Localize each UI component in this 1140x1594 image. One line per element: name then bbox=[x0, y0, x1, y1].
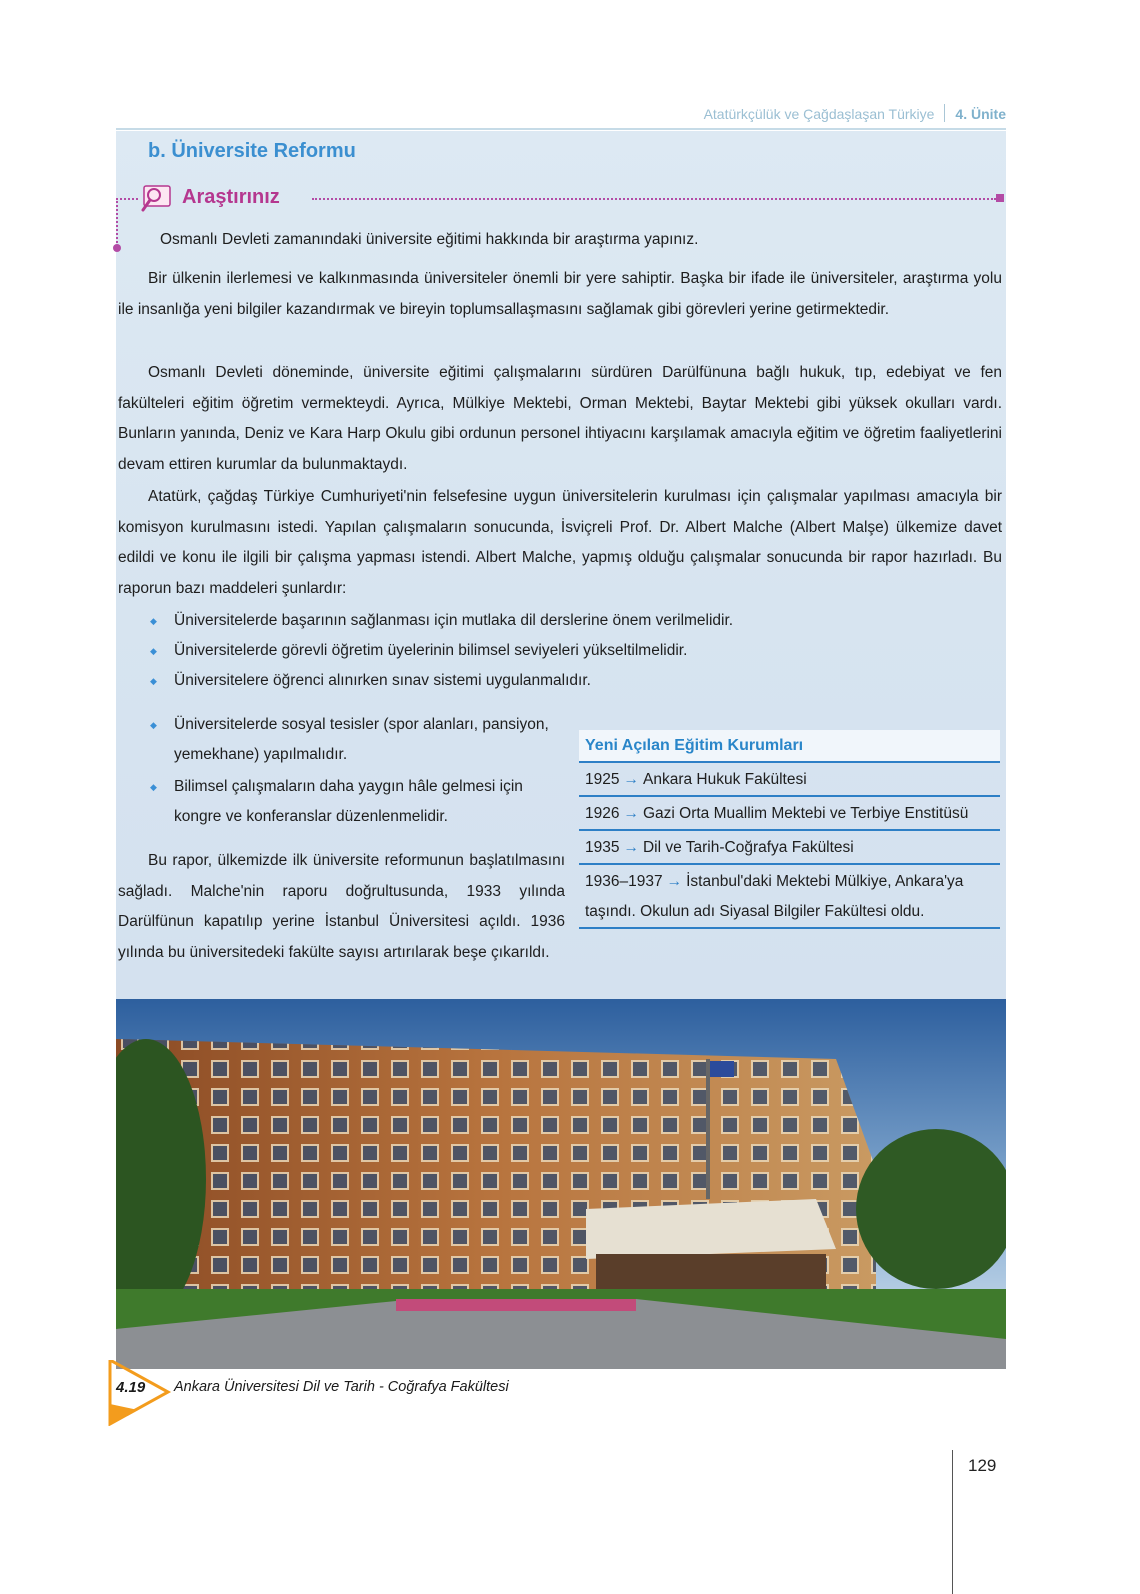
page-number: 129 bbox=[968, 1456, 997, 1475]
institution-row: 1935 → Dil ve Tarih-Coğrafya Fakültesi bbox=[579, 831, 1000, 865]
institution-row: 1926 → Gazi Orta Muallim Mektebi ve Terbiye Enstitüsü bbox=[579, 797, 1000, 831]
list-item: ◆ Üniversitelerde görevli öğretim üyelerinin bilimsel seviyeleri yükseltilmelidir. bbox=[148, 636, 733, 666]
magnifier-icon bbox=[138, 184, 174, 212]
institution-row: 1936–1937 → İstanbul'daki Mektebi Mülkiye, Ankara'ya taşındı. Okulun adı Siyasal Bilgiler Fakültesi oldu. bbox=[579, 865, 1000, 929]
report-items-list bbox=[148, 606, 733, 696]
header-separator bbox=[944, 104, 945, 122]
paragraph-1: Bir ülkenin ilerlemesi ve kalkınmasında üniversiteler önemli bir yere sahiptir. Başka bir ifade ile üniversiteler, araştırma yolu ile insanlığa yeni bilgiler kazandırmak ve bireyin toplumsallaşmasını sağlamak gibi görevleri yerine getirmektedir. bbox=[118, 270, 1002, 318]
figure-caption bbox=[108, 1360, 808, 1426]
research-question: Osmanlı Devleti zamanındaki üniversite eğitimi hakkında bir araştırma yapınız. bbox=[160, 231, 699, 248]
research-label: Araştırınız bbox=[182, 186, 280, 208]
arrow-right-icon: → bbox=[623, 839, 639, 856]
header-rule bbox=[116, 128, 1006, 130]
page-number-rule bbox=[952, 1450, 953, 1594]
book-title: Atatürkçülük ve Çağdaşlaşan Türkiye bbox=[703, 106, 935, 122]
arrow-right-icon: → bbox=[623, 771, 639, 788]
figure-caption-text: Ankara Üniversitesi Dil ve Tarih - Coğrafya Fakültesi bbox=[174, 1379, 509, 1395]
closing-paragraph: Bu rapor, ülkemizde ilk üniversite reformunun başlatılmasını sağladı. Malche'nin raporu doğrultusunda, 1933 yılında Darülfünun kapatılıp yerine İstanbul Üniversitesi açıldı. 1936 yılında bu üniversitedeki fakülte sayısı artırılarak beşe çıkarıldı. bbox=[118, 852, 565, 961]
list-item: ◆ Üniversitelerde sosyal tesisler (spor alanları, pansiyon, yemekhane) yapılmalıdır. bbox=[148, 710, 568, 770]
arrow-right-icon: → bbox=[623, 805, 639, 822]
running-header bbox=[704, 104, 1006, 122]
faculty-building-photo bbox=[116, 999, 1006, 1369]
box-title: Yeni Açılan Eğitim Kurumları bbox=[579, 730, 1000, 763]
list-item: ◆ Bilimsel çalışmaların daha yaygın hâle gelmesi için kongre ve konferanslar düzenlenmelidir. bbox=[148, 772, 568, 832]
research-end-marker bbox=[996, 194, 1004, 202]
research-box bbox=[116, 184, 1006, 214]
figure-number: 4.19 bbox=[116, 1379, 146, 1396]
paragraph-2: Osmanlı Devleti döneminde, üniversite eğitimi çalışmalarını sürdüren Darülfünuna bağlı hukuk, tıp, edebiyat ve fen fakülteleri eğitim öğretim vermekteydi. Ayrıca, Mülkiye Mektebi, Orman Mektebi, Baytar Mektebi gibi yüksek okulları vardı. Bunların yanında, Deniz ve Kara Harp Okulu gibi ordunun personel ihtiyacını karşılamak amacıyla eğitim ve öğretim faaliyetlerini devam ettiren kurumlar da bulunmaktaydı. bbox=[118, 364, 1002, 473]
research-dotted-line bbox=[312, 198, 996, 200]
new-institutions-box bbox=[579, 730, 1000, 929]
list-item: ◆ Üniversitelere öğrenci alınırken sınav sistemi uygulanmalıdır. bbox=[148, 666, 733, 696]
list-item: ◆ Üniversitelerde başarının sağlanması için mutlaka dil derslerine önem verilmelidir. bbox=[148, 606, 733, 636]
report-items-list-continued bbox=[148, 710, 568, 832]
paragraph-3: Atatürk, çağdaş Türkiye Cumhuriyeti'nin felsefesine uygun üniversitelerin kurulması için çalışmalar yapılması amacıyla bir komisyon kurulmasını istedi. Yapılan çalışmaların sonucunda, İsviçreli Prof. Dr. Albert Malche (Albert Malşe) ülkemize davet edildi ve konu ile ilgili bir çalışma yapması istendi. Albert Malche, yapmış olduğu çalışmalar sonucunda bir rapor hazırladı. Bu raporun bazı maddeleri şunlardır: bbox=[118, 488, 1002, 597]
unit-label: 4. Ünite bbox=[955, 106, 1006, 122]
section-title: b. Üniversite Reformu bbox=[148, 140, 356, 162]
research-connector bbox=[116, 198, 138, 200]
research-dot bbox=[113, 244, 121, 252]
arrow-right-icon: → bbox=[666, 873, 683, 890]
institution-row: 1925 → Ankara Hukuk Fakültesi bbox=[579, 763, 1000, 797]
research-vertical-line bbox=[116, 198, 118, 250]
